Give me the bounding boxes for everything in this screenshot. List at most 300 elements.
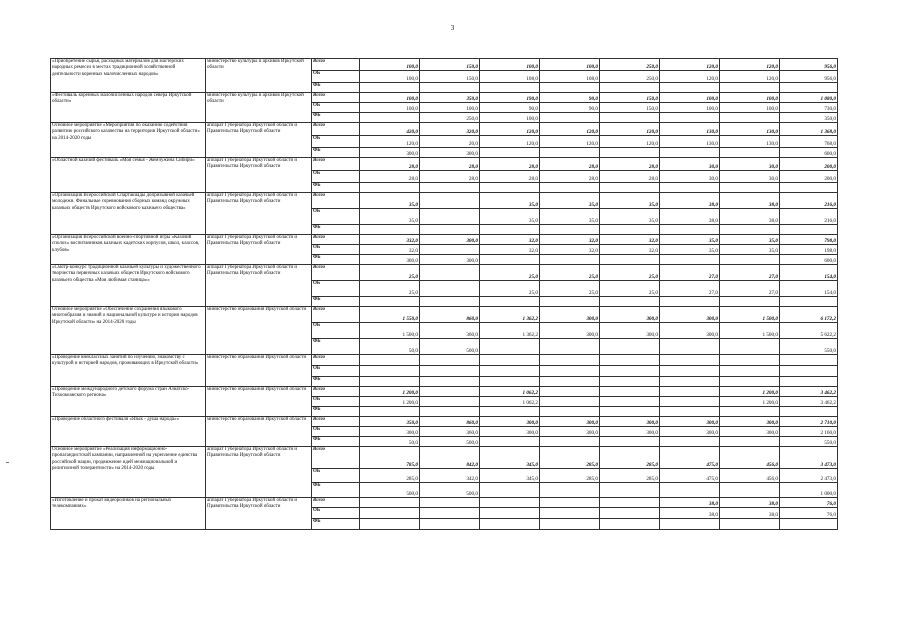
amount-cell: 300,0 — [360, 148, 420, 158]
total-amount-cell: 200,0 — [780, 171, 838, 183]
activity-name-cell: «Организация Всероссийской Спартакиады допризывной казачьей молодежи. Финальные соревнования сборных команд окружных казачьих обществ Иркутского войскового казачьего общества» — [51, 193, 206, 235]
amount-cell — [600, 437, 660, 447]
amount-cell — [660, 366, 720, 377]
amount-cell: 1 362,2 — [480, 307, 540, 323]
funding-source-cell: Всего — [312, 193, 360, 209]
amount-cell: 475,0 — [660, 469, 720, 483]
amount-cell: 360,0 — [420, 323, 480, 339]
amount-cell: 28,0 — [420, 158, 480, 171]
amount-cell: 35,0 — [660, 245, 720, 255]
amount-cell — [420, 498, 480, 508]
amount-cell: 100,0 — [360, 103, 420, 113]
amount-cell: 300,0 — [720, 417, 780, 427]
amount-cell: 1 500,0 — [720, 307, 780, 323]
amount-cell: 27,0 — [660, 265, 720, 281]
total-amount-cell — [780, 407, 838, 417]
table-body — [51, 59, 838, 530]
activity-name-cell: Основное мероприятие «Мероприятия по оказанию содействия развитию российского казачества на территории Иркутской области» на 2014-2020 годы — [51, 123, 206, 158]
amount-cell: 90,0 — [540, 103, 600, 113]
total-amount-cell: 76,0 — [780, 508, 838, 519]
amount-cell: 150,0 — [420, 71, 480, 83]
total-amount-cell: 2 710,0 — [780, 417, 838, 427]
amount-cell — [540, 498, 600, 508]
amount-cell: 300,0 — [420, 235, 480, 245]
amount-cell — [420, 265, 480, 281]
amount-cell — [660, 297, 720, 307]
amount-cell — [360, 377, 420, 387]
amount-cell — [720, 113, 780, 123]
funding-source-cell: ФБ — [312, 437, 360, 447]
total-amount-cell: 768,0 — [780, 136, 838, 148]
executor-cell: министерство образования Иркутской области — [206, 307, 312, 355]
amount-cell — [540, 83, 600, 93]
funding-source-cell: ФБ — [312, 113, 360, 123]
amount-cell — [660, 437, 720, 447]
amount-cell — [480, 508, 540, 519]
amount-cell — [660, 519, 720, 530]
amount-cell — [660, 377, 720, 387]
amount-cell: 50,0 — [360, 437, 420, 447]
total-amount-cell — [780, 519, 838, 530]
funding-source-cell: ОБ — [312, 103, 360, 113]
amount-cell — [540, 255, 600, 265]
table-row — [51, 93, 838, 103]
amount-cell — [420, 281, 480, 297]
amount-cell: 35,0 — [540, 209, 600, 225]
amount-cell: 300,0 — [360, 427, 420, 437]
total-amount-cell — [780, 183, 838, 193]
table-row — [51, 235, 838, 245]
activity-name-cell: «Областной казачий фестиваль «Моя семья - Жемчужина Сибири» — [51, 158, 206, 193]
amount-cell: 300,0 — [600, 427, 660, 437]
amount-cell — [600, 397, 660, 407]
total-amount-cell — [780, 366, 838, 377]
funding-source-cell: ФБ — [312, 483, 360, 498]
amount-cell — [600, 508, 660, 519]
amount-cell: 300,0 — [540, 307, 600, 323]
amount-cell: 38,0 — [660, 209, 720, 225]
amount-cell: 35,0 — [660, 235, 720, 245]
amount-cell: 250,0 — [600, 59, 660, 71]
amount-cell: 100,0 — [360, 59, 420, 71]
amount-cell: 285,0 — [540, 447, 600, 469]
total-amount-cell: 956,0 — [780, 71, 838, 83]
amount-cell: 30,0 — [660, 158, 720, 171]
amount-cell — [480, 297, 540, 307]
amount-cell: 190,0 — [480, 93, 540, 103]
amount-cell — [600, 377, 660, 387]
activity-name-cell: «Проведение областного фестиваля «Язык - душа народа»» — [51, 417, 206, 447]
amount-cell: 150,0 — [420, 59, 480, 71]
funding-source-cell: ФБ — [312, 255, 360, 265]
amount-cell: 50,0 — [360, 339, 420, 355]
amount-cell: 90,0 — [540, 93, 600, 103]
amount-cell: 320,0 — [420, 123, 480, 136]
total-amount-cell — [780, 225, 838, 235]
amount-cell — [540, 297, 600, 307]
activity-name-cell: Основное мероприятие «Обеспечение сохранения языкового многообразия и знаний о национальной культуре и истории народов Иркутской области» на 2014-2020 годы — [51, 307, 206, 355]
funding-source-cell: ОБ — [312, 323, 360, 339]
amount-cell: 300,0 — [540, 427, 600, 437]
total-amount-cell: 2 473,0 — [780, 469, 838, 483]
amount-cell — [420, 193, 480, 209]
amount-cell: 28,0 — [480, 171, 540, 183]
amount-cell — [600, 183, 660, 193]
executor-cell: министерство культуры и архивов Иркутской области — [206, 93, 312, 123]
amount-cell: 25,0 — [360, 281, 420, 297]
total-amount-cell: 550,0 — [780, 437, 838, 447]
amount-cell — [420, 245, 480, 255]
amount-cell — [420, 508, 480, 519]
executor-cell: министерство культуры и архивов Иркутской области — [206, 59, 312, 93]
amount-cell: 100,0 — [360, 71, 420, 83]
amount-cell — [600, 225, 660, 235]
total-amount-cell: 3 462,2 — [780, 387, 838, 397]
amount-cell: 100,0 — [480, 59, 540, 71]
budget-table — [50, 58, 838, 530]
total-amount-cell: 216,0 — [780, 209, 838, 225]
funding-source-cell: ФБ — [312, 183, 360, 193]
amount-cell: 250,0 — [420, 113, 480, 123]
amount-cell: 120,0 — [360, 136, 420, 148]
amount-cell: 120,0 — [600, 123, 660, 136]
table-row — [51, 355, 838, 366]
amount-cell: 25,0 — [360, 265, 420, 281]
amount-cell: 120,0 — [720, 59, 780, 71]
amount-cell: 150,0 — [600, 103, 660, 113]
amount-cell — [720, 225, 780, 235]
amount-cell: 25,0 — [540, 265, 600, 281]
amount-cell: 250,0 — [600, 71, 660, 83]
amount-cell — [480, 339, 540, 355]
amount-cell — [600, 339, 660, 355]
funding-source-cell: ОБ — [312, 427, 360, 437]
amount-cell — [540, 407, 600, 417]
amount-cell: 32,0 — [480, 235, 540, 245]
amount-cell: 300,0 — [600, 417, 660, 427]
amount-cell: 28,0 — [600, 171, 660, 183]
amount-cell — [480, 255, 540, 265]
amount-cell — [540, 225, 600, 235]
total-amount-cell: 730,0 — [780, 103, 838, 113]
amount-cell: 150,0 — [600, 93, 660, 103]
amount-cell: 20,0 — [420, 136, 480, 148]
amount-cell: 35,0 — [480, 193, 540, 209]
funding-source-cell: ОБ — [312, 397, 360, 407]
amount-cell — [720, 407, 780, 417]
funding-source-cell: ФБ — [312, 148, 360, 158]
amount-cell — [600, 387, 660, 397]
amount-cell — [540, 437, 600, 447]
funding-source-cell: ОБ — [312, 71, 360, 83]
amount-cell: 1 550,0 — [360, 307, 420, 323]
funding-source-cell: ОБ — [312, 209, 360, 225]
amount-cell: 860,0 — [420, 307, 480, 323]
executor-cell: министерство образования Иркутской области — [206, 387, 312, 417]
amount-cell — [660, 148, 720, 158]
amount-cell — [540, 113, 600, 123]
total-amount-cell: 798,0 — [780, 235, 838, 245]
amount-cell — [660, 183, 720, 193]
amount-cell: 300,0 — [540, 417, 600, 427]
amount-cell — [480, 407, 540, 417]
amount-cell — [600, 113, 660, 123]
amount-cell — [720, 83, 780, 93]
table-row — [51, 123, 838, 136]
amount-cell: 120,0 — [480, 136, 540, 148]
amount-cell: 100,0 — [660, 103, 720, 113]
total-amount-cell: 5 622,2 — [780, 323, 838, 339]
amount-cell: 32,0 — [360, 245, 420, 255]
amount-cell — [360, 225, 420, 235]
activity-name-cell: «Приобретение сырья, расходных материалов для мастерских народных ремесел в местах традиционной хозяйственной деятельности коренных малочисленных народов» — [51, 59, 206, 93]
amount-cell — [480, 437, 540, 447]
funding-source-cell: ФБ — [312, 297, 360, 307]
total-amount-cell: 2 160,0 — [780, 427, 838, 437]
amount-cell: 38,0 — [720, 209, 780, 225]
amount-cell: 100,0 — [360, 93, 420, 103]
amount-cell — [720, 366, 780, 377]
total-amount-cell: 154,0 — [780, 281, 838, 297]
total-amount-cell: 216,0 — [780, 193, 838, 209]
table-row — [51, 265, 838, 281]
amount-cell — [540, 397, 600, 407]
amount-cell — [420, 377, 480, 387]
amount-cell: 842,0 — [420, 447, 480, 469]
amount-cell: 345,0 — [480, 469, 540, 483]
amount-cell — [360, 83, 420, 93]
amount-cell: 1 200,0 — [720, 397, 780, 407]
amount-cell — [480, 377, 540, 387]
amount-cell: 300,0 — [600, 307, 660, 323]
funding-source-cell: ОБ — [312, 281, 360, 297]
amount-cell: 300,0 — [660, 307, 720, 323]
amount-cell: 300,0 — [660, 323, 720, 339]
amount-cell — [480, 83, 540, 93]
activity-name-cell: «Фестиваль коренных малочисленных народов севера Иркутской области» — [51, 93, 206, 123]
amount-cell: 332,0 — [360, 235, 420, 245]
funding-source-cell: ОБ — [312, 245, 360, 255]
amount-cell — [600, 297, 660, 307]
amount-cell: 25,0 — [480, 265, 540, 281]
funding-source-cell: Всего — [312, 123, 360, 136]
funding-source-cell: Всего — [312, 355, 360, 366]
amount-cell: 285,0 — [600, 447, 660, 469]
amount-cell: 100,0 — [660, 93, 720, 103]
amount-cell — [540, 339, 600, 355]
amount-cell — [360, 355, 420, 366]
amount-cell: 860,0 — [420, 417, 480, 427]
amount-cell: 100,0 — [480, 113, 540, 123]
amount-cell — [660, 483, 720, 498]
amount-cell: 28,0 — [480, 158, 540, 171]
table-row — [51, 417, 838, 427]
funding-source-cell: ФБ — [312, 377, 360, 387]
executor-cell: аппарат Губернатора Иркутской области и Правительства Иркутской области — [206, 498, 312, 530]
executor-cell: аппарат Губернатора Иркутской области и Правительства Иркутской области — [206, 123, 312, 158]
funding-source-cell: Всего — [312, 235, 360, 245]
total-amount-cell: 956,0 — [780, 59, 838, 71]
amount-cell — [720, 255, 780, 265]
amount-cell — [600, 366, 660, 377]
amount-cell: 475,0 — [660, 447, 720, 469]
amount-cell — [540, 483, 600, 498]
amount-cell: 38,0 — [720, 193, 780, 209]
amount-cell: 32,0 — [480, 245, 540, 255]
activity-name-cell: «Изготовление и прокат видеороликов на региональных телекомпаниях» — [51, 498, 206, 530]
executor-cell: аппарат Губернатора Иркутской области и Правительства Иркутской области — [206, 265, 312, 307]
amount-cell: 38,0 — [720, 498, 780, 508]
funding-source-cell: ОБ — [312, 136, 360, 148]
total-amount-cell: 76,0 — [780, 498, 838, 508]
amount-cell: 1 062,2 — [480, 387, 540, 397]
amount-cell: 360,0 — [420, 427, 480, 437]
amount-cell: 120,0 — [720, 71, 780, 83]
amount-cell: 300,0 — [480, 417, 540, 427]
funding-source-cell: Всего — [312, 447, 360, 469]
total-amount-cell — [780, 355, 838, 366]
amount-cell — [420, 297, 480, 307]
amount-cell: 100,0 — [540, 59, 600, 71]
amount-cell: 420,0 — [360, 123, 420, 136]
funding-source-cell: ОБ — [312, 171, 360, 183]
amount-cell — [720, 483, 780, 498]
amount-cell — [480, 225, 540, 235]
funding-source-cell: Всего — [312, 387, 360, 397]
amount-cell — [540, 148, 600, 158]
amount-cell: 130,0 — [660, 136, 720, 148]
amount-cell: 350,0 — [420, 93, 480, 103]
amount-cell: 300,0 — [660, 417, 720, 427]
amount-cell — [720, 183, 780, 193]
activity-name-cell: «Смотр-конкурс традиционной казачьей культуры и художественного творчества первичных казачьих обществ Иркутского войскового казачьего общества «Моя любимая станица»» — [51, 265, 206, 307]
amount-cell: 35,0 — [360, 193, 420, 209]
table-row — [51, 59, 838, 71]
amount-cell: 30,0 — [720, 158, 780, 171]
total-amount-cell: 600,0 — [780, 148, 838, 158]
funding-source-cell: Всего — [312, 417, 360, 427]
amount-cell: 500,0 — [420, 483, 480, 498]
amount-cell: 120,0 — [660, 59, 720, 71]
amount-cell — [360, 508, 420, 519]
amount-cell: 100,0 — [420, 103, 480, 113]
total-amount-cell: 3 473,0 — [780, 447, 838, 469]
amount-cell — [480, 519, 540, 530]
amount-cell: 120,0 — [660, 71, 720, 83]
amount-cell: 456,0 — [720, 447, 780, 469]
amount-cell: 120,0 — [540, 123, 600, 136]
amount-cell: 28,0 — [360, 171, 420, 183]
amount-cell: 28,0 — [600, 158, 660, 171]
amount-cell: 1 200,0 — [720, 387, 780, 397]
total-amount-cell: 154,0 — [780, 265, 838, 281]
amount-cell: 285,0 — [360, 469, 420, 483]
amount-cell: 130,0 — [720, 136, 780, 148]
amount-cell: 35,0 — [600, 209, 660, 225]
amount-cell — [600, 355, 660, 366]
amount-cell — [360, 519, 420, 530]
amount-cell — [420, 519, 480, 530]
amount-cell — [600, 83, 660, 93]
amount-cell: 300,0 — [540, 323, 600, 339]
amount-cell — [600, 407, 660, 417]
amount-cell: 25,0 — [480, 281, 540, 297]
amount-cell — [540, 366, 600, 377]
amount-cell: 38,0 — [660, 498, 720, 508]
amount-cell: 130,0 — [660, 123, 720, 136]
amount-cell — [540, 355, 600, 366]
amount-cell — [420, 83, 480, 93]
amount-cell: 38,0 — [720, 508, 780, 519]
amount-cell: 38,0 — [660, 508, 720, 519]
amount-cell — [720, 519, 780, 530]
funding-source-cell: ФБ — [312, 407, 360, 417]
amount-cell: 30,0 — [720, 171, 780, 183]
amount-cell: 25,0 — [600, 281, 660, 297]
table-row — [51, 447, 838, 469]
table-row — [51, 387, 838, 397]
amount-cell: 35,0 — [720, 245, 780, 255]
total-amount-cell — [780, 297, 838, 307]
amount-cell: 785,0 — [360, 447, 420, 469]
table-row — [51, 498, 838, 508]
table-row — [51, 193, 838, 209]
executor-cell: аппарат Губернатора Иркутской области и Правительства Иркутской области — [206, 235, 312, 265]
amount-cell — [720, 377, 780, 387]
amount-cell: 300,0 — [720, 427, 780, 437]
total-amount-cell: 600,0 — [780, 255, 838, 265]
amount-cell: 285,0 — [540, 469, 600, 483]
amount-cell: 300,0 — [600, 323, 660, 339]
total-amount-cell: 350,0 — [780, 113, 838, 123]
amount-cell — [600, 498, 660, 508]
amount-cell — [660, 113, 720, 123]
amount-cell — [720, 437, 780, 447]
amount-cell — [720, 297, 780, 307]
total-amount-cell: 1 368,0 — [780, 123, 838, 136]
amount-cell — [480, 498, 540, 508]
amount-cell: 300,0 — [480, 427, 540, 437]
page-number: 3 — [450, 24, 455, 32]
amount-cell: 345,0 — [480, 447, 540, 469]
amount-cell — [660, 83, 720, 93]
amount-cell: 342,0 — [420, 469, 480, 483]
executor-cell: министерство образования Иркутской области — [206, 355, 312, 387]
amount-cell: 100,0 — [720, 93, 780, 103]
amount-cell: 285,0 — [600, 469, 660, 483]
total-amount-cell: 3 462,2 — [780, 397, 838, 407]
amount-cell: 500,0 — [360, 483, 420, 498]
amount-cell: 500,0 — [420, 339, 480, 355]
amount-cell — [720, 148, 780, 158]
amount-cell: 300,0 — [420, 255, 480, 265]
funding-source-cell: ФБ — [312, 519, 360, 530]
amount-cell: 300,0 — [420, 148, 480, 158]
amount-cell: 456,0 — [720, 469, 780, 483]
amount-cell — [660, 387, 720, 397]
funding-source-cell: Всего — [312, 93, 360, 103]
amount-cell: 32,0 — [540, 235, 600, 245]
activity-name-cell: «Проведение международного детского форума стран Азиатско-Тихоокеанского региона» — [51, 387, 206, 417]
amount-cell — [360, 366, 420, 377]
amount-cell: 1 200,0 — [360, 387, 420, 397]
amount-cell: 90,0 — [480, 103, 540, 113]
amount-cell — [480, 148, 540, 158]
amount-cell — [360, 498, 420, 508]
amount-cell: 35,0 — [600, 193, 660, 209]
table-row — [51, 158, 838, 171]
amount-cell — [600, 483, 660, 498]
